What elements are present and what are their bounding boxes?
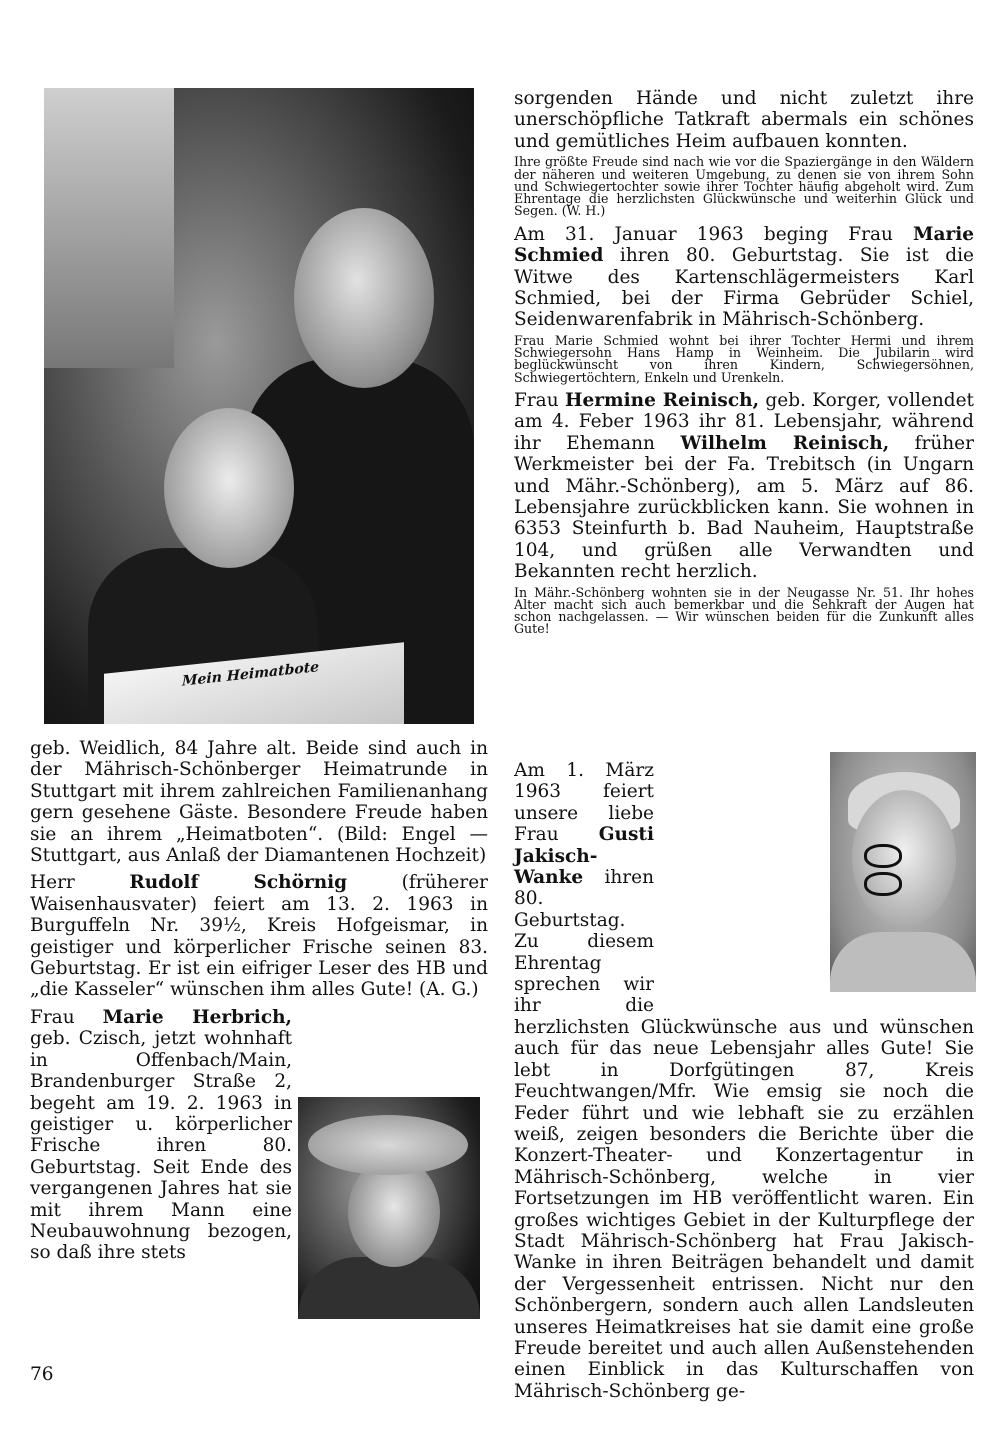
couple-caption: geb. Weidlich, 84 Jahre alt. Beide sind auch in der Mährisch-Schönberger Heimatrunde in Stuttgart mit ihrem zahlreichen Familienanhang gern gesehene Gäste. Besondere Freude haben sie an ihrem „Heimatboten“. (Bild: Engel — Stuttgart, aus Anlaß der Diamantenen Hochzeit) xyxy=(30,738,488,867)
wanke-photo-spacer xyxy=(654,760,974,996)
wanke-text: ihren 80. Geburtstag. Zu diesem Ehrentag sprechen wir ihr die herzlichsten Glückwünsche aus und wünschen auch für das neue Lebensjahr alles Gute! Sie lebt in Dorfgütingen 87, Kreis Feuchtwangen/Mfr. Wie emsig sie noch die Feder führt und wie lebhaft sie zu erzählen weiß, zeigen besonders die Berichte über die Konzert-Theater- und Konzertagentur in Mährisch-Schönberg, welche in vier Fortsetzungen im HB veröffentlicht waren. Ein großes wichtiges Gebiet in der Kulturpflege der Stadt Mährisch-Schönberg hat Frau Jakisch-Wanke in ihren Beiträgen behandelt und damit der Vergessenheit entrissen. Nicht nur den Schönbergern, sondern auch allen Landsleuten unseres Heimatkreises hat sie damit eine große Freude bereitet und auch allen Außenstehenden einen Einblick in das Kulturschaffen von Mährisch-Schönberg ge- xyxy=(514,867,974,1402)
photo-herbrich-hat xyxy=(308,1115,468,1175)
reinisch-pre: Frau xyxy=(514,389,566,411)
reinisch-mid: geb. Korger, vollendet am 4. Feber 1963 ihr 81. Lebensjahr, während ihr Ehemann xyxy=(514,389,974,454)
newspaper-masthead: Mein Heimatbote xyxy=(182,659,320,690)
couple-photo xyxy=(44,88,474,724)
herbrich-name: Marie Herbrich, xyxy=(102,1006,292,1028)
reinisch-small: In Mähr.-Schönberg wohnten sie in der Neugasse Nr. 51. Ihr hohes Alter macht sich auch bemerkbar und die Sehkraft der Augen hat schon nachgelassen. — Wir wünschen beiden für die Zunkunft alles Gute! xyxy=(514,584,974,637)
schoernig-text: (früherer Waisenhausvater) feiert am 13. 2. 1963 in Burguffeln Nr. 39½, Kreis Hofgeismar, in geistiger und körperlicher Frische seinen 83. Geburtstag. Er ist ein eifriger Leser des HB und „die Kasseler“ wünschen ihm alles Gute! (A. G.) xyxy=(30,872,488,1001)
schmied-pre: Am 31. Januar 1963 beging Frau xyxy=(514,223,913,245)
continuation-text: sorgenden Hände und nicht zuletzt ihre unerschöpfliche Tatkraft abermals ein schönes und gemütliches Heim aufbauen konnten. xyxy=(514,88,974,152)
photo-man-head xyxy=(294,208,434,388)
wanke-name: Gusti Jakisch-Wanke xyxy=(514,824,654,889)
reinisch-husband: Wilhelm Reinisch, xyxy=(680,432,890,454)
photo-woman-head xyxy=(164,408,294,568)
schoernig-pre: Herr xyxy=(30,872,130,894)
herbrich-pre: Frau xyxy=(30,1006,103,1028)
reinisch-article xyxy=(514,390,974,583)
schmied-name: Marie Schmied xyxy=(514,223,974,267)
continuation-small: Ihre größte Freude sind nach wie vor die Spaziergänge in den Wäldern der näheren und weiteren Umgebung, zu denen sie von ihrem Sohn und Schwiegertochter sowie ihrer Tochter häufig abgeholt wird. Zum Ehrentage die herzlichsten Glückwünsche und weiterhin Glück und Segen. (W. H.) xyxy=(514,154,974,219)
photo-window-background xyxy=(44,88,174,368)
page-number: 76 xyxy=(30,1364,54,1385)
schoernig-article xyxy=(30,872,488,1000)
schmied-article xyxy=(514,224,974,331)
wanke-pre: Am 1. März 1963 feiert unsere liebe Frau xyxy=(514,760,654,846)
herbrich-photo xyxy=(298,1097,480,1319)
reinisch-text: früher Werkmeister bei der Fa. Trebitsch (in Ungarn und Mähr.-Schönberg), am 5. März auf 86. Lebensjahre zurückblicken kann. Sie wohnen in 6353 Steinfurth b. Bad Nauheim, Hauptstraße 104, und grüßen alle Verwandten und Bekannten recht herzlich. xyxy=(514,432,974,583)
herbrich-article xyxy=(30,1007,292,1264)
schmied-small: Frau Marie Schmied wohnt bei ihrer Tochter Hermi und ihrem Schwiegersohn Hans Hamp in Weinheim. Die Jubilarin wird beglückwünscht von ihren Kindern, Schwiegersöhnen, Schwiegertöchtern, Enkeln und Urenkeln. xyxy=(514,332,974,385)
schoernig-name: Rudolf Schörnig xyxy=(129,872,348,894)
reinisch-name: Hermine Reinisch, xyxy=(565,389,760,411)
herbrich-text: geb. Czisch, jetzt wohnhaft in Offenbach/Main, Brandenburger Straße 2, begeht am 19. 2. 1963 in geistiger u. körperlicher Frische ihren 80. Geburtstag. Seit Ende des vergangenen Jahres hat sie mit ihrem Mann eine Neubauwohnung bezogen, so daß ihre stets xyxy=(30,1028,292,1264)
wanke-article-block xyxy=(514,760,974,1402)
schmied-text: ihren 80. Geburtstag. Sie ist die Witwe des Kartenschlägermeisters Karl Schmied, bei der Firma Gebrüder Schiel, Seidenwarenfabrik in Mährisch-Schönberg. xyxy=(514,245,974,331)
right-column xyxy=(514,88,974,642)
